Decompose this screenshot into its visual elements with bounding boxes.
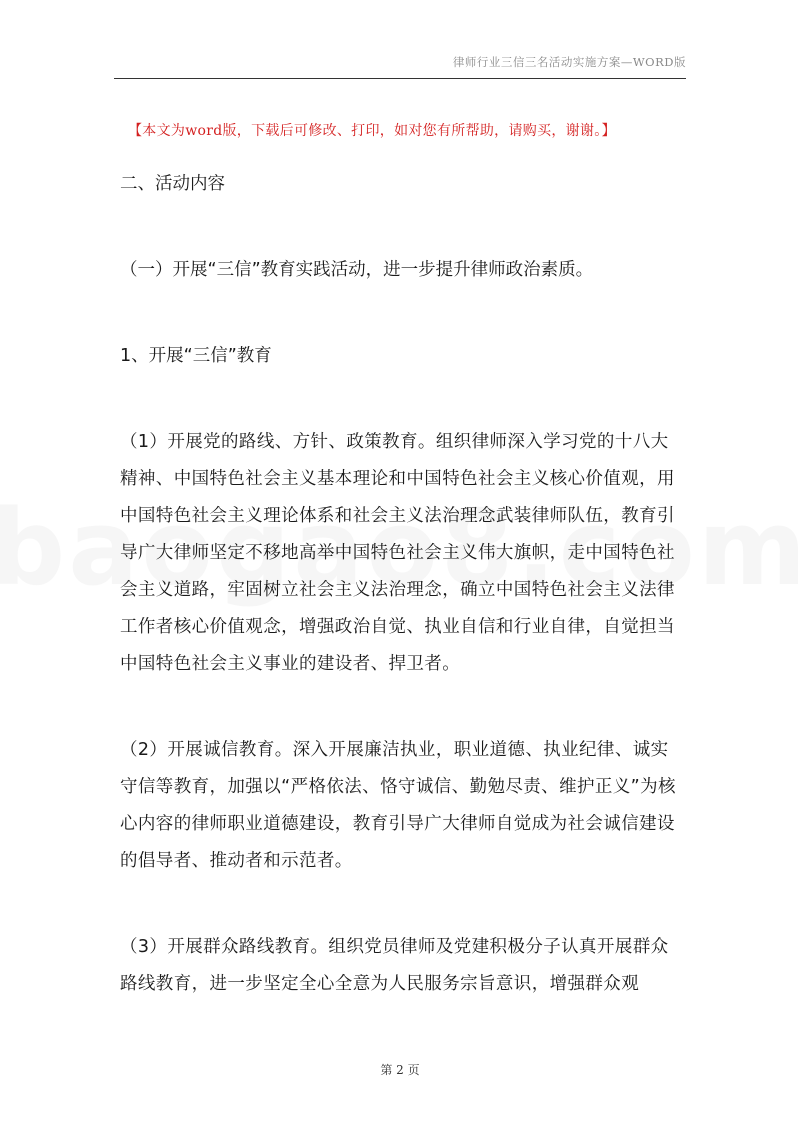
section-title: 二、活动内容 bbox=[120, 174, 225, 194]
paragraph-3: （3）开展群众路线教育。组织党员律师及党建积极分子认真开展群众路线教育，进一步坚定全心全意为人民服务宗旨意识，增强群众观 bbox=[120, 937, 669, 994]
paragraph-2: （2）开展诚信教育。深入开展廉洁执业，职业道德、执业纪律、诚实守信等教育，加强以“严格依法、恪守诚信、勤勉尽责、维护正义”为核心内容的律师职业道德建设，教育引导广大律师自觉成为社会诚信建设的倡导者、推动者和示范者。 bbox=[120, 740, 676, 871]
item-title: 1、开展“三信”教育 bbox=[120, 346, 272, 366]
download-notice: 【本文为word版，下载后可修改、打印，如对您有所帮助，请购买，谢谢。】 bbox=[128, 123, 616, 139]
page-header bbox=[114, 50, 686, 79]
document-body bbox=[120, 166, 682, 1052]
paragraph-1: （1）开展党的路线、方针、政策教育。组织律师深入学习党的十八大精神、中国特色社会主义基本理论和中国特色社会主义核心价值观，用中国特色社会主义理论体系和社会主义法治理念武装律师队伍，教育引导广大律师坚定不移地高举中国特色社会主义伟大旗帜，走中国特色社会主义道路，牢固树立社会主义法治理念，确立中国特色社会主义法律工作者核心价值观念，增强政治自觉、执业自信和行业自律，自觉担当中国特色社会主义事业的建设者、捍卫者。 bbox=[120, 432, 675, 674]
header-title: 律师行业三信三名活动实施方案—WORD版 bbox=[452, 55, 686, 69]
subsection-title: （一）开展“三信”教育实践活动，进一步提升律师政治素质。 bbox=[120, 260, 594, 280]
page-number: 第 2 页 bbox=[380, 1063, 420, 1077]
